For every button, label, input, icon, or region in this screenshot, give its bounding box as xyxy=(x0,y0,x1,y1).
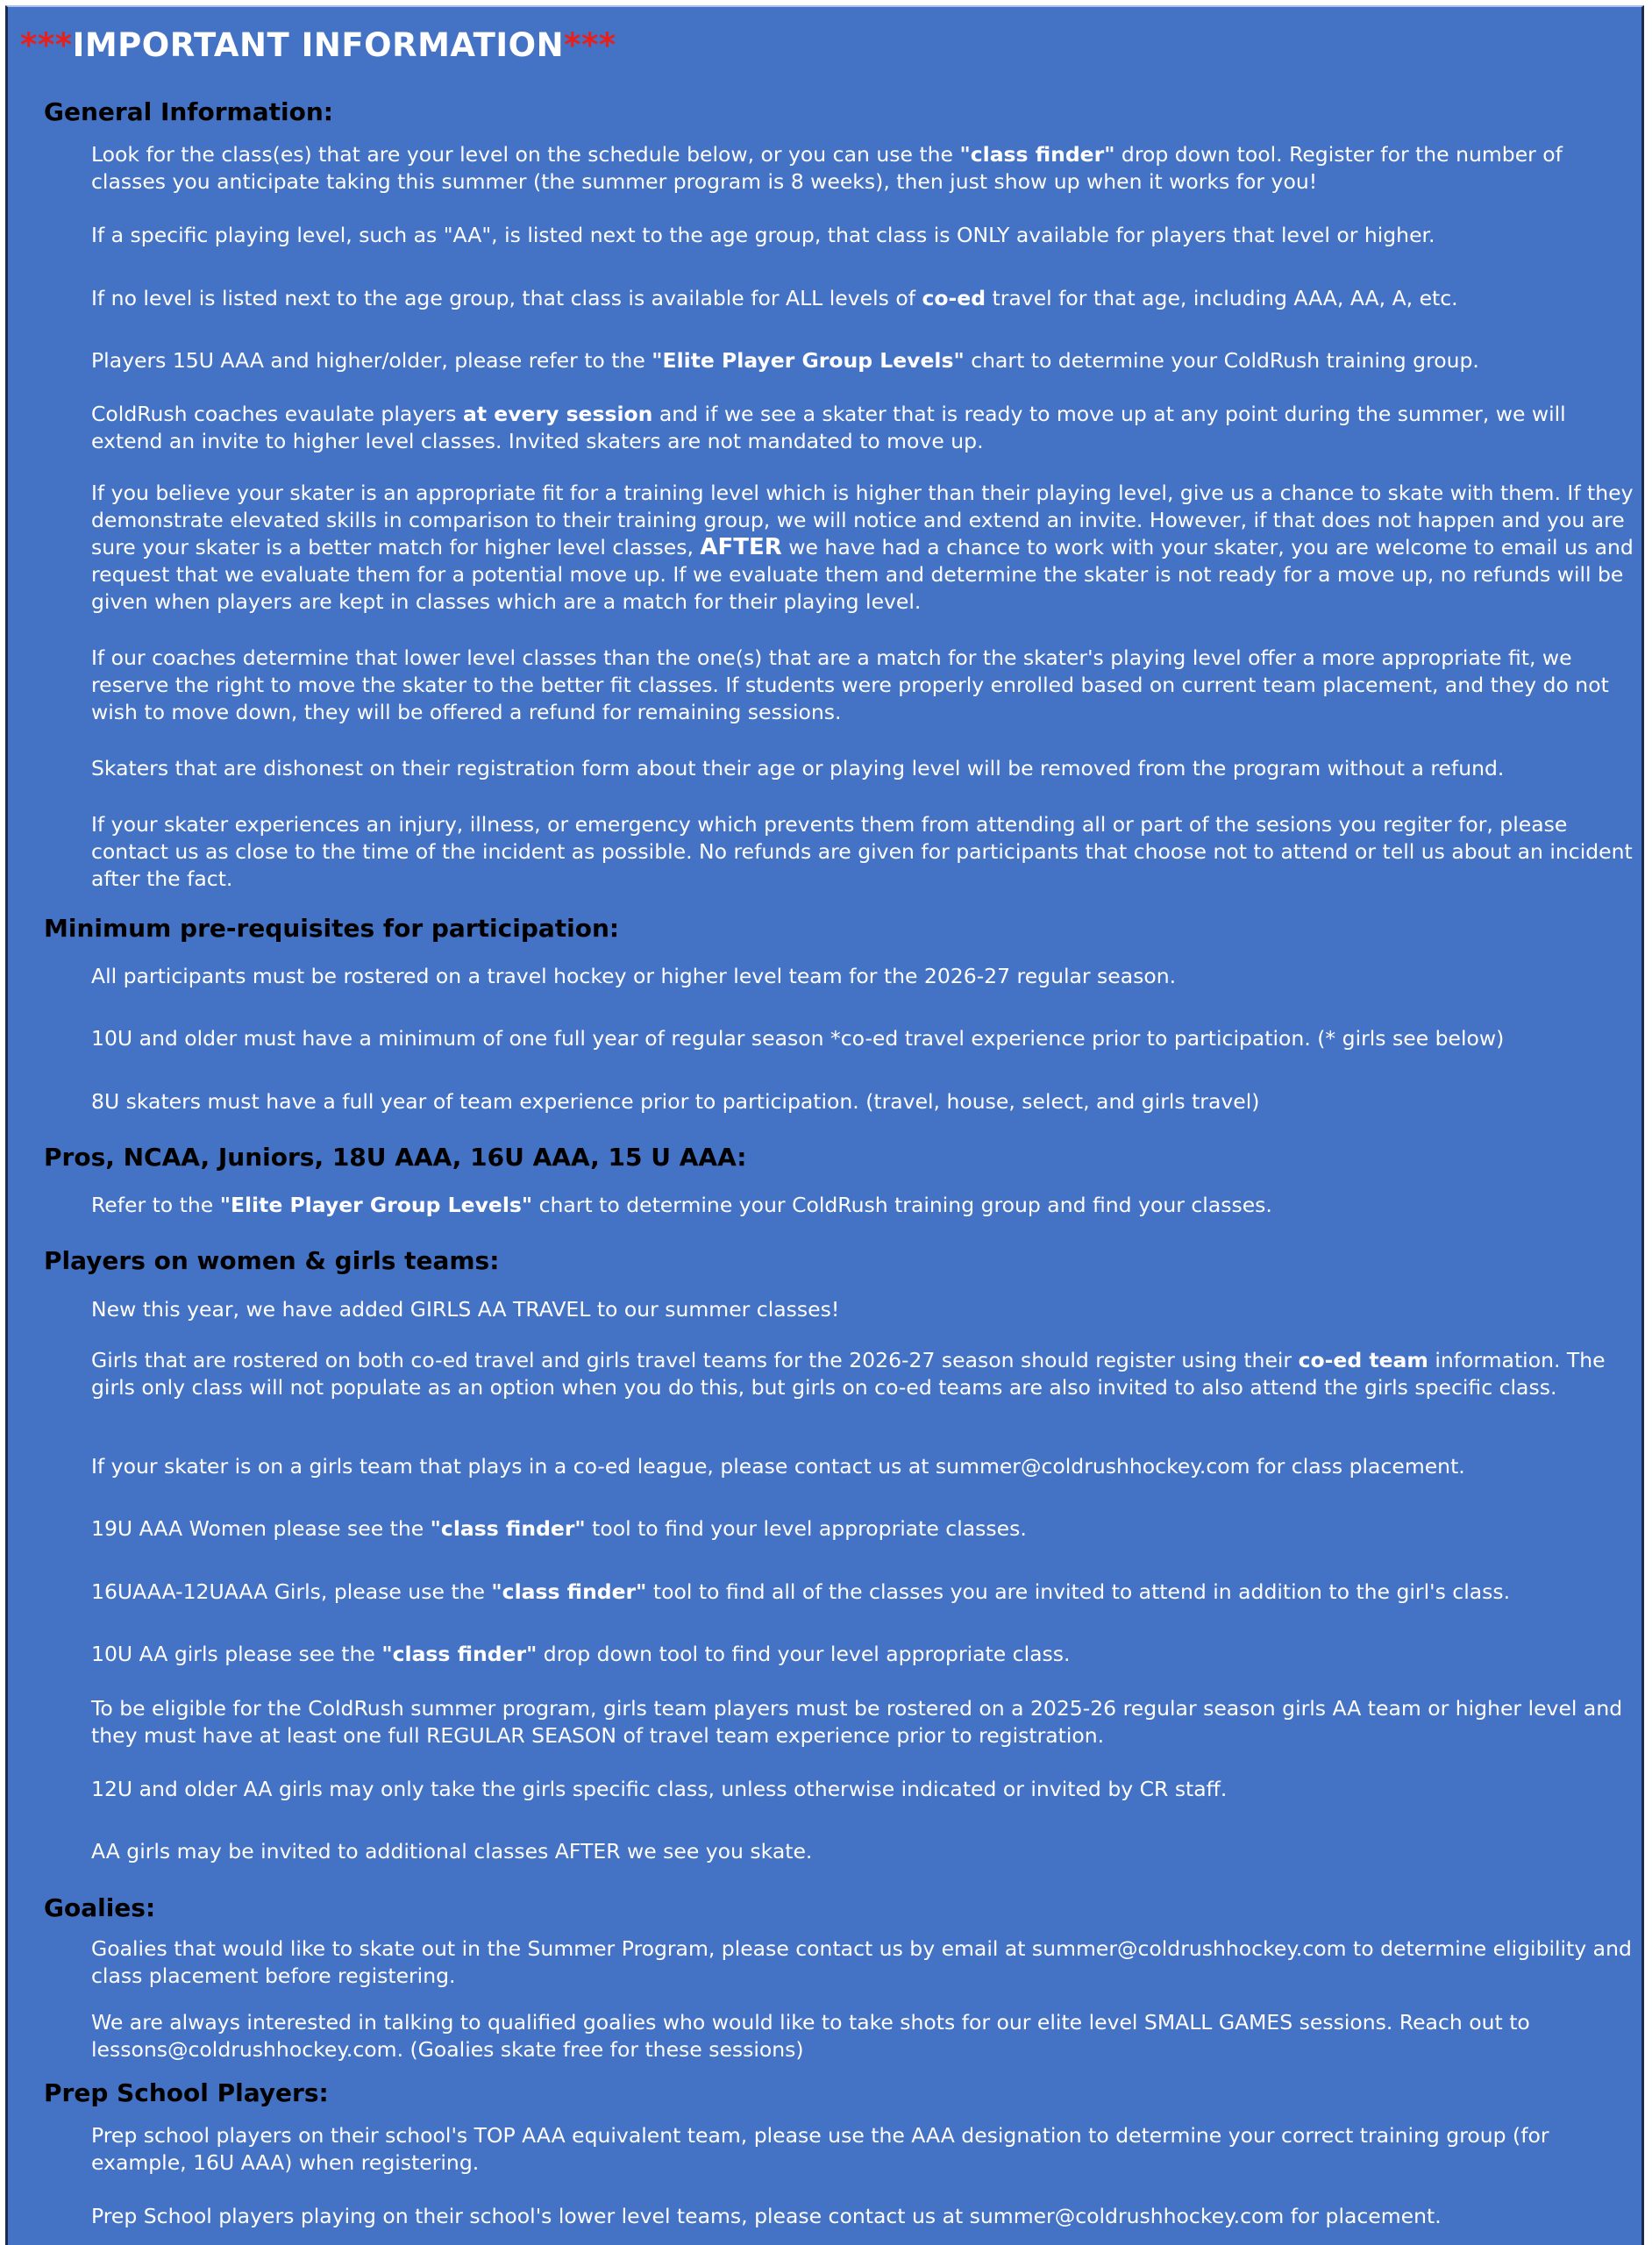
heading-general-information: General Information: xyxy=(44,97,333,126)
girls-paragraph-coed-registration: Girls that are rostered on both co-ed travel and girls travel teams for the 2026-27 season should register using their co-ed team information. The girls only class will not populate as an option when you do this, but girls on co-ed teams are also invited to also attend the girls specific class. xyxy=(91,1348,1606,1400)
prereq-paragraph-10u: 10U and older must have a minimum of one full year of regular season *co-ed travel experience prior to participation. (* girls see below) xyxy=(91,1026,1505,1051)
heading-goalies: Goalies: xyxy=(44,1893,156,1922)
general-paragraph-no-level: If no level is listed next to the age group, that class is available for ALL levels of co-ed travel for that age, including AAA, AA, A, etc. xyxy=(91,286,1458,310)
heading-prerequisites: Minimum pre-requisites for participation: xyxy=(44,914,620,943)
heading-prep-school: Prep School Players: xyxy=(44,2078,329,2107)
girls-paragraph-eligibility: To be eligible for the ColdRush summer program, girls team players must be rostered on a 2025-26 regular season girls AA team or higher level and they must have at least one full REGULAR SEASON of travel team experience prior to registration. xyxy=(91,1696,1623,1748)
prereq-paragraph-8u: 8U skaters must have a full year of team experience prior to participation. (travel, house, select, and girls travel) xyxy=(91,1089,1260,1114)
girls-paragraph-19u-women: 19U AAA Women please see the "class finder" tool to find your level appropriate classes. xyxy=(91,1516,1027,1541)
general-paragraph-class-finder: Look for the class(es) that are your level on the schedule below, or you can use the "class finder" drop down tool. Register for the number of classes you anticipate taking this summer (the summer program is 8 weeks), then just show up when it works for you! xyxy=(91,142,1563,194)
goalies-paragraph-small-games: We are always interested in talking to qualified goalies who would like to take shots for our elite level SMALL GAMES sessions. Reach out to lessons@coldrushhockey.com. (Goalies skate free for these sessions) xyxy=(91,2010,1530,2062)
general-paragraph-dishonesty: Skaters that are dishonest on their registration form about their age or playing level will be removed from the program without a refund. xyxy=(91,756,1505,780)
title-stars-left: *** xyxy=(20,26,73,64)
heading-women-girls: Players on women & girls teams: xyxy=(44,1246,500,1275)
girls-paragraph-coed-league: If your skater is on a girls team that plays in a co-ed league, please contact us at summer@coldrushhockey.com for class placement. xyxy=(91,1454,1465,1479)
general-paragraph-evaluation: ColdRush coaches evaulate players at every session and if we see a skater that is ready to move up at any point during the summer, we will extend an invite to higher level classes. Invited skaters are not mandated to move up. xyxy=(91,402,1566,453)
girls-paragraph-new-this-year: New this year, we have added GIRLS AA TRAVEL to our summer classes! xyxy=(91,1297,840,1322)
prep-paragraph-top-aaa: Prep school players on their school's TOP AAA equivalent team, please use the AAA designation to determine your correct training group (for example, 16U AAA) when registering. xyxy=(91,2123,1549,2175)
general-paragraph-specific-level: If a specific playing level, such as "AA", is listed next to the age group, that class is ONLY available for players that level or higher. xyxy=(91,223,1435,247)
general-paragraph-move-up: If you believe your skater is an appropriate fit for a training level which is higher than their playing level, give us a chance to skate with them. If they demonstrate elevated skills in comparison to their training group, we will notice and extend an invite. However, if that does not happen and you are sure your skater is a better match for higher level classes, AFTER we have had a chance to work with your skater, you are welcome to email us and request that we evaluate them for a potential move up. If we evaluate them and determine the skater is not ready for a move up, no refunds will be given when players are kept in classes which are a match for their playing level. xyxy=(91,481,1634,614)
girls-paragraph-10u-aa: 10U AA girls please see the "class finder" drop down tool to find your level appropriate class. xyxy=(91,1642,1071,1666)
girls-paragraph-invited: AA girls may be invited to additional classes AFTER we see you skate. xyxy=(91,1839,813,1864)
prep-paragraph-lower-level: Prep School players playing on their school's lower level teams, please contact us at summer@coldrushhockey.com for placement. xyxy=(91,2204,1442,2228)
general-paragraph-elite-players: Players 15U AAA and higher/older, please refer to the "Elite Player Group Levels" chart to determine your ColdRush training group. xyxy=(91,348,1479,373)
girls-paragraph-16u-12u: 16UAAA-12UAAA Girls, please use the "class finder" tool to find all of the classes you are invited to attend in addition to the girl's class. xyxy=(91,1579,1511,1604)
info-panel xyxy=(5,5,1644,2245)
general-paragraph-move-down: If our coaches determine that lower level classes than the one(s) that are a match for the skater's playing level offer a more appropriate fit, we reserve the right to move the skater to the better fit classes. If students were properly enrolled based on current team placement, and they do not wish to move down, they will be offered a refund for remaining sessions. xyxy=(91,645,1609,724)
goalies-paragraph-skate-out: Goalies that would like to skate out in the Summer Program, please contact us by email at summer@coldrushhockey.com to determine eligibility and class placement before registering. xyxy=(91,1936,1632,1988)
heading-pros-ncaa: Pros, NCAA, Juniors, 18U AAA, 16U AAA, 15 U AAA: xyxy=(44,1143,747,1172)
prereq-paragraph-rostered: All participants must be rostered on a travel hockey or higher level team for the 2026-27 regular season. xyxy=(91,964,1177,988)
title-text: IMPORTANT INFORMATION xyxy=(72,26,565,64)
page-title xyxy=(20,26,616,64)
general-paragraph-injury: If your skater experiences an injury, illness, or emergency which prevents them from attending all or part of the sesions you regiter for, please contact us as close to the time of the incident as possible. No refunds are given for participants that choose not to attend or tell us about an incident after the fact. xyxy=(91,812,1633,891)
girls-paragraph-12u-older: 12U and older AA girls may only take the girls specific class, unless otherwise indicated or invited by CR staff. xyxy=(91,1777,1228,1801)
title-stars-right: *** xyxy=(564,26,616,64)
pros-paragraph-elite-levels: Refer to the "Elite Player Group Levels" chart to determine your ColdRush training group and find your classes. xyxy=(91,1193,1272,1217)
